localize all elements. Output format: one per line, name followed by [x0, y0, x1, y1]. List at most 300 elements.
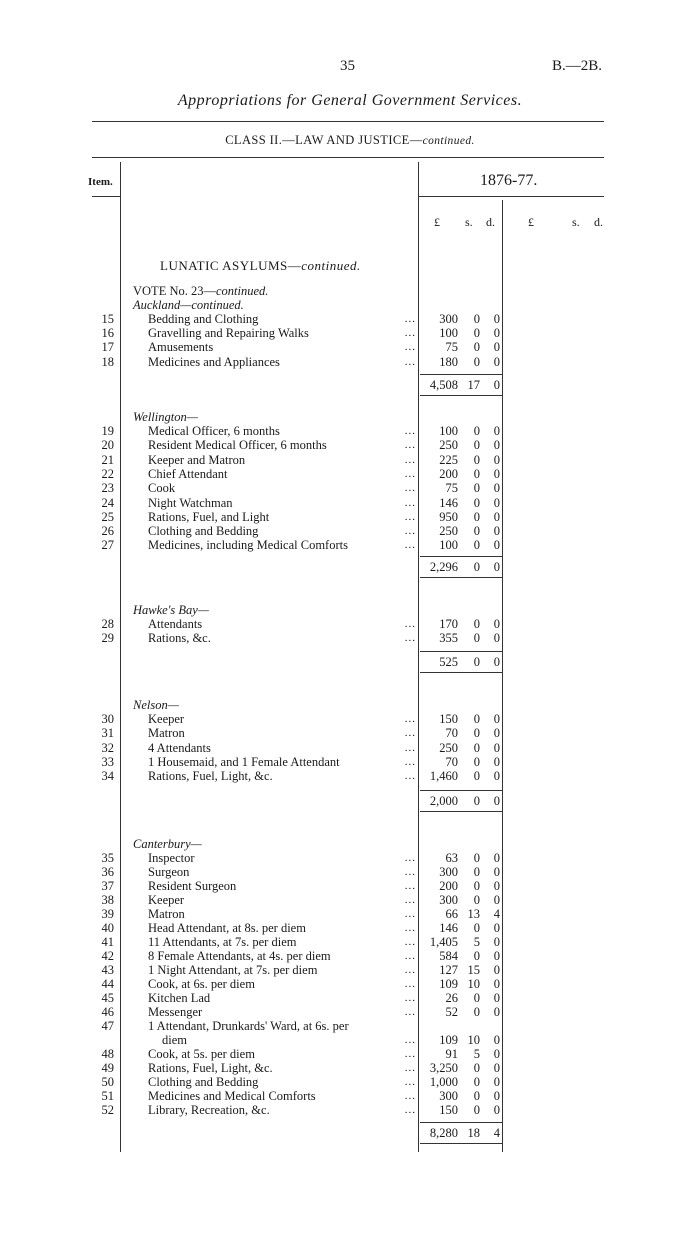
amount-pence: 0 — [493, 617, 500, 631]
item-description: 4 Attendants — [148, 740, 211, 755]
total-pence: 0 — [493, 560, 500, 574]
item-number: 17 — [101, 340, 114, 355]
item-description: Medicines and Appliances — [148, 354, 280, 369]
total-pence: 0 — [493, 794, 500, 808]
item-number: 45 — [101, 991, 114, 1005]
item-number: 36 — [101, 865, 114, 879]
group-name-row — [0, 410, 700, 424]
amount-pence: 0 — [493, 726, 500, 741]
leader-dots: ... — [404, 1090, 416, 1102]
total-row — [420, 1126, 502, 1140]
amount-shillings: 15 — [467, 963, 480, 977]
amount-shillings: 0 — [473, 754, 480, 769]
item-number: 26 — [101, 524, 114, 539]
amount-pence: 0 — [493, 509, 500, 524]
group-name: Canterbury— — [133, 837, 202, 851]
amount-shillings: 0 — [473, 354, 480, 369]
document-reference: B.—2B. — [552, 58, 603, 74]
total-row — [420, 655, 502, 669]
amount-pence: 0 — [493, 495, 500, 510]
amount-pounds: 355 — [439, 631, 458, 646]
item-description: Cook — [148, 481, 176, 496]
amount-pounds: 1,000 — [429, 1075, 458, 1089]
table-row — [0, 510, 700, 524]
group-name-row — [0, 698, 700, 712]
item-description: Rations, &c. — [148, 631, 211, 646]
amount-shillings: 0 — [473, 340, 480, 355]
total-pounds: 4,508 — [429, 378, 458, 392]
table-row-continued — [0, 1033, 700, 1047]
item-description: Kitchen Lad — [148, 991, 211, 1005]
amount-pence: 0 — [493, 466, 500, 481]
leader-dots: ... — [404, 355, 416, 368]
table-row — [0, 726, 700, 740]
amount-shillings: 0 — [473, 326, 480, 341]
item-number: 33 — [101, 754, 114, 769]
total-pounds: 525 — [439, 655, 458, 669]
item-description: Attendants — [148, 617, 203, 631]
amount-pence: 0 — [493, 424, 500, 438]
amount-pence: 0 — [493, 538, 500, 553]
header-rule — [92, 157, 604, 158]
amount-pounds: 100 — [439, 538, 458, 553]
amount-shillings: 0 — [473, 991, 480, 1005]
item-description: Rations, Fuel, Light, &c. — [148, 1061, 273, 1075]
item-description: Rations, Fuel, Light, &c. — [148, 769, 273, 784]
pound-header-2: £ — [528, 215, 534, 229]
leader-dots: ... — [404, 482, 416, 495]
amount-pence: 4 — [493, 907, 500, 921]
amount-pence: 0 — [493, 921, 500, 935]
item-description: 1 Night Attendant, at 7s. per diem — [148, 963, 318, 977]
amount-pounds: 52 — [445, 1005, 458, 1019]
table-row — [0, 851, 700, 865]
amount-shillings: 0 — [473, 712, 480, 726]
table-row — [0, 496, 700, 510]
leader-dots: ... — [404, 1048, 416, 1060]
title-rule — [92, 121, 604, 122]
leader-dots: ... — [404, 313, 416, 325]
amount-pounds: 75 — [445, 340, 458, 355]
amount-pounds: 200 — [439, 879, 458, 893]
amount-pence: 0 — [493, 481, 500, 496]
amount-shillings: 0 — [473, 949, 480, 963]
amount-pounds: 1,460 — [429, 769, 458, 784]
section-header: LUNATIC ASYLUMS—continued. — [160, 258, 361, 273]
item-description: Resident Surgeon — [148, 879, 237, 893]
leader-dots: ... — [404, 467, 416, 480]
amount-pence: 0 — [493, 893, 500, 907]
item-number: 30 — [101, 712, 114, 726]
item-number: 34 — [101, 769, 114, 784]
amount-shillings: 0 — [473, 1075, 480, 1089]
amount-pounds: 180 — [439, 354, 458, 369]
item-number: 27 — [101, 538, 114, 553]
item-number: 25 — [101, 509, 114, 524]
item-number: 43 — [101, 963, 114, 977]
item-description: Rations, Fuel, and Light — [148, 509, 270, 524]
leader-dots: ... — [404, 880, 416, 892]
item-description: Amusements — [148, 340, 214, 355]
leader-dots: ... — [404, 327, 416, 340]
item-description: Chief Attendant — [148, 466, 228, 481]
amount-shillings: 0 — [473, 893, 480, 907]
amount-pounds: 250 — [439, 438, 458, 453]
amount-pounds: 584 — [439, 949, 458, 963]
item-number: 21 — [101, 452, 114, 467]
item-number: 37 — [101, 879, 114, 893]
amount-shillings: 0 — [473, 312, 480, 326]
item-number: 32 — [101, 740, 114, 755]
leader-dots: ... — [404, 755, 416, 768]
amount-pence: 0 — [493, 1089, 500, 1103]
amount-pence: 0 — [493, 1005, 500, 1019]
amount-pounds: 300 — [439, 312, 458, 326]
table-row — [0, 453, 700, 467]
leader-dots: ... — [404, 992, 416, 1004]
total-pounds: 2,000 — [429, 794, 458, 808]
amount-pence: 0 — [493, 1047, 500, 1061]
total-row — [420, 560, 502, 574]
table-row — [0, 949, 700, 963]
leader-dots: ... — [404, 1104, 416, 1116]
table-row — [0, 755, 700, 769]
item-description: 8 Female Attendants, at 4s. per diem — [148, 949, 331, 963]
leader-dots: ... — [404, 950, 416, 962]
amount-pounds: 109 — [439, 1033, 458, 1047]
item-description: Keeper and Matron — [148, 452, 246, 467]
leader-dots: ... — [404, 425, 416, 437]
group-name: Nelson— — [133, 698, 179, 712]
total-pence: 4 — [493, 1126, 500, 1140]
table-row — [0, 893, 700, 907]
item-number: 42 — [101, 949, 114, 963]
leader-dots: ... — [404, 866, 416, 878]
amount-shillings: 0 — [473, 466, 480, 481]
item-number: 47 — [101, 1019, 114, 1033]
item-number: 31 — [101, 726, 114, 741]
amount-shillings: 0 — [473, 495, 480, 510]
leader-dots: ... — [404, 1006, 416, 1018]
amount-pence: 0 — [493, 1075, 500, 1089]
item-number: 48 — [101, 1047, 114, 1061]
group-name-row — [0, 603, 700, 617]
amount-pence: 0 — [493, 326, 500, 341]
amount-shillings: 0 — [473, 538, 480, 553]
amount-pounds: 1,405 — [429, 935, 458, 949]
table-row — [0, 355, 700, 369]
group-total — [420, 556, 502, 578]
amount-shillings: 0 — [473, 509, 480, 524]
item-number: 38 — [101, 893, 114, 907]
item-description: Surgeon — [148, 865, 190, 879]
amount-shillings: 0 — [473, 481, 480, 496]
leader-dots: ... — [404, 964, 416, 976]
amount-shillings: 0 — [473, 631, 480, 646]
amount-shillings: 0 — [473, 617, 480, 631]
amount-pounds: 170 — [439, 617, 458, 631]
item-number: 19 — [101, 424, 114, 438]
leader-dots: ... — [404, 852, 416, 864]
leader-dots: ... — [404, 341, 416, 354]
table-row — [0, 1075, 700, 1089]
amount-pounds: 100 — [439, 326, 458, 341]
amount-shillings: 10 — [467, 977, 480, 991]
table-row — [0, 712, 700, 726]
amount-shillings: 5 — [473, 1047, 480, 1061]
amount-pence: 0 — [493, 1033, 500, 1047]
group-name: Wellington— — [133, 410, 198, 424]
amount-pounds: 3,250 — [429, 1061, 458, 1075]
amount-shillings: 0 — [473, 865, 480, 879]
item-description-continued: diem — [162, 1033, 187, 1047]
leader-dots: ... — [404, 978, 416, 990]
amount-pounds: 127 — [439, 963, 458, 977]
item-description: Medicines and Medical Comforts — [148, 1089, 316, 1103]
total-pence: 0 — [493, 378, 500, 392]
total-pounds: 2,296 — [429, 560, 458, 574]
leader-dots: ... — [404, 741, 416, 754]
leader-dots: ... — [404, 496, 416, 509]
amount-pounds: 225 — [439, 452, 458, 467]
amount-pounds: 150 — [439, 1103, 458, 1117]
item-number: 40 — [101, 921, 114, 935]
amount-pence: 0 — [493, 865, 500, 879]
table-row — [0, 963, 700, 977]
item-number: 41 — [101, 935, 114, 949]
item-number: 15 — [101, 312, 114, 326]
table-row — [0, 481, 700, 495]
group-name: Auckland—continued. — [133, 298, 244, 312]
leader-dots: ... — [404, 510, 416, 523]
item-description: Clothing and Bedding — [148, 1075, 259, 1089]
total-pence: 0 — [493, 655, 500, 669]
amount-shillings: 0 — [473, 1005, 480, 1019]
table-row — [0, 769, 700, 783]
item-description: Cook, at 6s. per diem — [148, 977, 255, 991]
amount-shillings: 0 — [473, 851, 480, 865]
amount-pence: 0 — [493, 452, 500, 467]
table-row — [0, 1019, 700, 1033]
amount-pounds: 250 — [439, 524, 458, 539]
group-name: Hawke's Bay— — [133, 603, 209, 617]
table-row — [0, 991, 700, 1005]
total-row — [420, 794, 502, 808]
leader-dots: ... — [404, 1062, 416, 1074]
item-description: Keeper — [148, 893, 185, 907]
amount-pounds: 146 — [439, 921, 458, 935]
leader-dots: ... — [404, 453, 416, 466]
year-header: 1876-77. — [480, 172, 538, 189]
table-row — [0, 1005, 700, 1019]
group-total — [420, 790, 502, 812]
leader-dots: ... — [404, 1076, 416, 1088]
amount-pounds: 100 — [439, 424, 458, 438]
item-number: 28 — [101, 617, 114, 631]
total-shillings: 17 — [467, 378, 480, 392]
amount-pounds: 109 — [439, 977, 458, 991]
leader-dots: ... — [404, 539, 416, 552]
group-name-row — [0, 837, 700, 851]
item-header-rule — [92, 196, 120, 197]
amount-shillings: 0 — [473, 524, 480, 539]
table-row — [0, 538, 700, 552]
leader-dots: ... — [404, 525, 416, 538]
item-number: 18 — [101, 354, 114, 369]
vote-header: VOTE No. 23—continued. — [133, 284, 269, 298]
leader-dots: ... — [404, 936, 416, 948]
pence-header-2: d. — [594, 215, 603, 229]
item-number: 52 — [101, 1103, 114, 1117]
amount-pounds: 70 — [445, 726, 458, 741]
amount-pence: 0 — [493, 438, 500, 453]
group-total — [420, 1122, 502, 1144]
table-row — [0, 907, 700, 921]
item-number: 46 — [101, 1005, 114, 1019]
amount-pounds: 300 — [439, 893, 458, 907]
table-row — [0, 312, 700, 326]
amount-shillings: 13 — [467, 907, 480, 921]
table-row — [0, 1089, 700, 1103]
amount-shillings: 0 — [473, 1103, 480, 1117]
item-description: Matron — [148, 907, 185, 921]
amount-pence: 0 — [493, 524, 500, 539]
item-description: 1 Housemaid, and 1 Female Attendant — [148, 754, 340, 769]
table-row — [0, 879, 700, 893]
group-total — [420, 651, 502, 673]
total-shillings: 0 — [473, 794, 480, 808]
pound-header: £ — [434, 215, 440, 229]
amount-pounds: 150 — [439, 712, 458, 726]
table-row — [0, 921, 700, 935]
item-description: Inspector — [148, 851, 195, 865]
leader-dots: ... — [404, 439, 416, 452]
amount-pence: 0 — [493, 935, 500, 949]
amount-pence: 0 — [493, 879, 500, 893]
amount-pence: 0 — [493, 312, 500, 326]
amount-pounds: 91 — [445, 1047, 458, 1061]
amount-pence: 0 — [493, 712, 500, 726]
item-number: 39 — [101, 907, 114, 921]
item-number: 35 — [101, 851, 114, 865]
item-description: Matron — [148, 726, 185, 741]
item-description: 11 Attendants, at 7s. per diem — [148, 935, 297, 949]
amount-pence: 0 — [493, 740, 500, 755]
shilling-header-2: s. — [572, 215, 580, 229]
item-number: 51 — [101, 1089, 114, 1103]
table-row — [0, 631, 700, 645]
amount-pence: 0 — [493, 354, 500, 369]
amount-pounds: 66 — [445, 907, 458, 921]
item-description: Gravelling and Repairing Walks — [148, 326, 309, 341]
item-description: Cook, at 5s. per diem — [148, 1047, 255, 1061]
table-row — [0, 326, 700, 340]
table-row — [0, 467, 700, 481]
item-description: Head Attendant, at 8s. per diem — [148, 921, 306, 935]
pence-header: d. — [486, 215, 495, 229]
amount-shillings: 0 — [473, 1061, 480, 1075]
amount-pounds: 26 — [445, 991, 458, 1005]
item-number: 24 — [101, 495, 114, 510]
amount-shillings: 0 — [473, 1089, 480, 1103]
amount-shillings: 0 — [473, 740, 480, 755]
amount-shillings: 0 — [473, 726, 480, 741]
leader-dots: ... — [404, 713, 416, 725]
table-row — [0, 1061, 700, 1075]
amount-pence: 0 — [493, 631, 500, 646]
item-number: 44 — [101, 977, 114, 991]
amount-pounds: 200 — [439, 466, 458, 481]
amount-pounds: 70 — [445, 754, 458, 769]
leader-dots: ... — [404, 1034, 416, 1046]
item-number: 22 — [101, 466, 114, 481]
class-header: CLASS II.—LAW AND JUSTICE—continued. — [225, 133, 475, 147]
amount-shillings: 0 — [473, 438, 480, 453]
table-row — [0, 935, 700, 949]
table-row — [0, 438, 700, 452]
total-shillings: 0 — [473, 655, 480, 669]
item-description: Medical Officer, 6 months — [148, 424, 280, 438]
item-number: 50 — [101, 1075, 114, 1089]
table-row — [0, 617, 700, 631]
page-title: Appropriations for General Government Services. — [177, 92, 523, 109]
amount-pence: 0 — [493, 963, 500, 977]
item-number: 29 — [101, 631, 114, 646]
item-description: Keeper — [148, 712, 185, 726]
table-row — [0, 1047, 700, 1061]
table-row — [0, 524, 700, 538]
amount-pence: 0 — [493, 977, 500, 991]
page-number: 35 — [340, 58, 355, 74]
amount-pounds: 250 — [439, 740, 458, 755]
leader-dots: ... — [404, 894, 416, 906]
leader-dots: ... — [404, 922, 416, 934]
amount-pounds: 950 — [439, 509, 458, 524]
item-number: 23 — [101, 481, 114, 496]
total-row — [420, 378, 502, 392]
item-description: Medicines, including Medical Comforts — [148, 538, 348, 553]
item-description: 1 Attendant, Drunkards' Ward, at 6s. per — [148, 1019, 349, 1033]
amount-pounds: 63 — [445, 851, 458, 865]
amount-pence: 0 — [493, 991, 500, 1005]
table-row — [0, 865, 700, 879]
amount-shillings: 0 — [473, 452, 480, 467]
leader-dots: ... — [404, 727, 416, 740]
total-shillings: 18 — [467, 1126, 480, 1140]
table-row — [0, 741, 700, 755]
item-description: Night Watchman — [148, 495, 233, 510]
table-row — [0, 424, 700, 438]
table-row — [0, 977, 700, 991]
item-description: Resident Medical Officer, 6 months — [148, 438, 327, 453]
leader-dots: ... — [404, 770, 416, 783]
table-row — [0, 340, 700, 354]
item-column-header: Item. — [88, 176, 113, 188]
amount-pence: 0 — [493, 754, 500, 769]
amount-pence: 0 — [493, 1061, 500, 1075]
item-description: Messenger — [148, 1005, 203, 1019]
leader-dots: ... — [404, 618, 416, 630]
amount-shillings: 10 — [467, 1033, 480, 1047]
amount-shillings: 0 — [473, 921, 480, 935]
shilling-header: s. — [465, 215, 473, 229]
amount-pence: 0 — [493, 1103, 500, 1117]
group-name-row — [0, 298, 700, 312]
amount-pounds: 75 — [445, 481, 458, 496]
amount-shillings: 0 — [473, 424, 480, 438]
amount-pounds: 146 — [439, 495, 458, 510]
leader-dots: ... — [404, 908, 416, 920]
